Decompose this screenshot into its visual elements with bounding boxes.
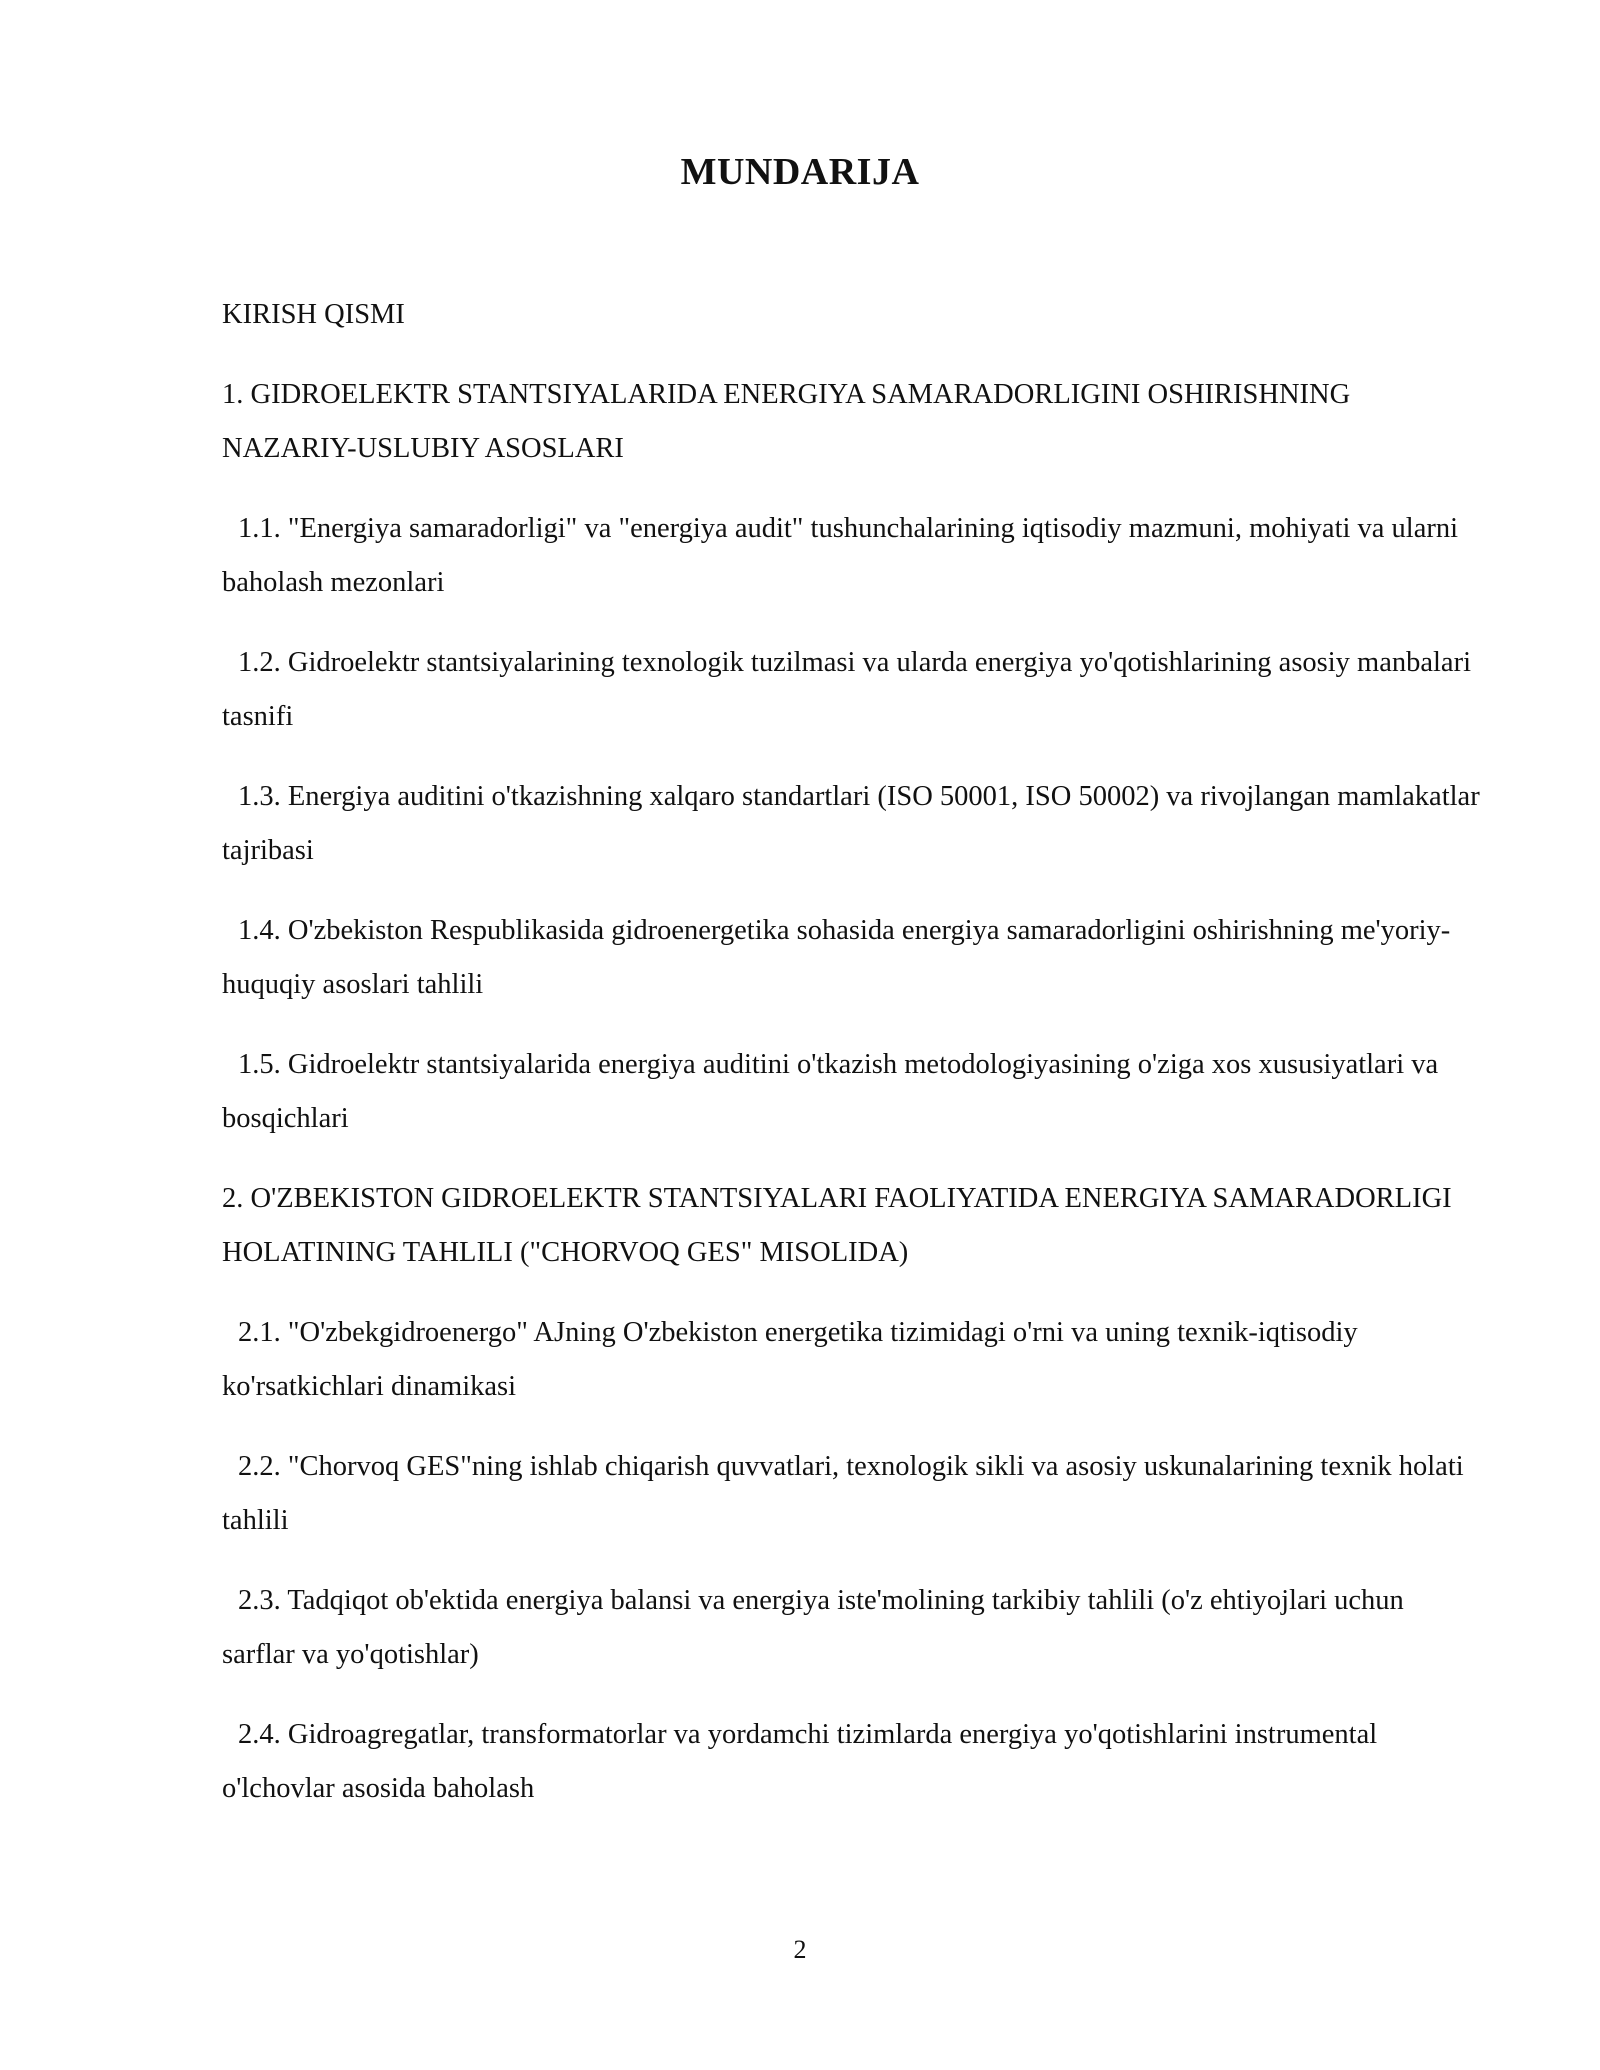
toc-entry-section-2-3: 2.3. Tadqiqot ob'ektida energiya balansi va energiya iste'molining tarkibiy tahlili (o'z ehtiyojlari uchun sarflar va yo'qotishlar) [222,1585,1404,1670]
toc-entry-section-2-2: 2.2. "Chorvoq GES"ning ishlab chiqarish quvvatlari, texnologik sikli va asosiy uskunalarining texnik holati tahlili [222,1451,1464,1536]
toc-entry-section-1-2: 1.2. Gidroelektr stantsiyalarining texnologik tuzilmasi va ularda energiya yo'qotishlarining asosiy manbalari tasnifi [222,647,1471,732]
toc-entry-section-1-3: 1.3. Energiya auditini o'tkazishning xalqaro standartlari (ISO 50001, ISO 50002) va rivojlangan mamlakatlar tajribasi [222,781,1480,866]
toc-entry-section-1-1: 1.1. "Energiya samaradorligi" va "energiya audit" tushunchalarining iqtisodiy mazmuni, mohiyati va ularni baholash mezonlari [222,513,1459,598]
toc-entry-chapter-2: 2. O'ZBEKISTON GIDROELEKTR STANTSIYALARI FAOLIYATIDA ENERGIYA SAMARADORLIGI HOLATINING TAHLILI ("CHORVOQ GES" MISOLIDA) [222,1183,1452,1268]
toc-entry-section-1-5: 1.5. Gidroelektr stantsiyalarida energiya auditini o'tkazish metodologiyasining o'ziga xos xususiyatlari va bosqichlari [222,1049,1439,1134]
page-number: 2 [793,1935,807,1964]
toc-entry-introduction: KIRISH QISMI [222,299,405,330]
toc-entry-chapter-1: 1. GIDROELEKTR STANTSIYALARIDA ENERGIYA SAMARADORLIGINI OSHIRISHNING NAZARIY-USLUBIY ASOSLARI [222,379,1351,464]
toc-entry-section-2-4: 2.4. Gidroagregatlar, transformatorlar va yordamchi tizimlarda energiya yo'qotishlarini instrumental o'lchovlar asosida baholash [222,1719,1378,1804]
page-title: MUNDARIJA [680,151,920,193]
toc-entry-section-2-1: 2.1. "O'zbekgidroenergo" AJning O'zbekiston energetika tizimidagi o'rni va uning texnik-iqtisodiy ko'rsatkichlari dinamikasi [222,1317,1358,1402]
toc-entry-section-1-4: 1.4. O'zbekiston Respublikasida gidroenergetika sohasida energiya samaradorligini oshirishning me'yoriy-huquqiy asoslari tahlili [222,915,1451,1000]
table-of-contents [222,288,1480,1842]
